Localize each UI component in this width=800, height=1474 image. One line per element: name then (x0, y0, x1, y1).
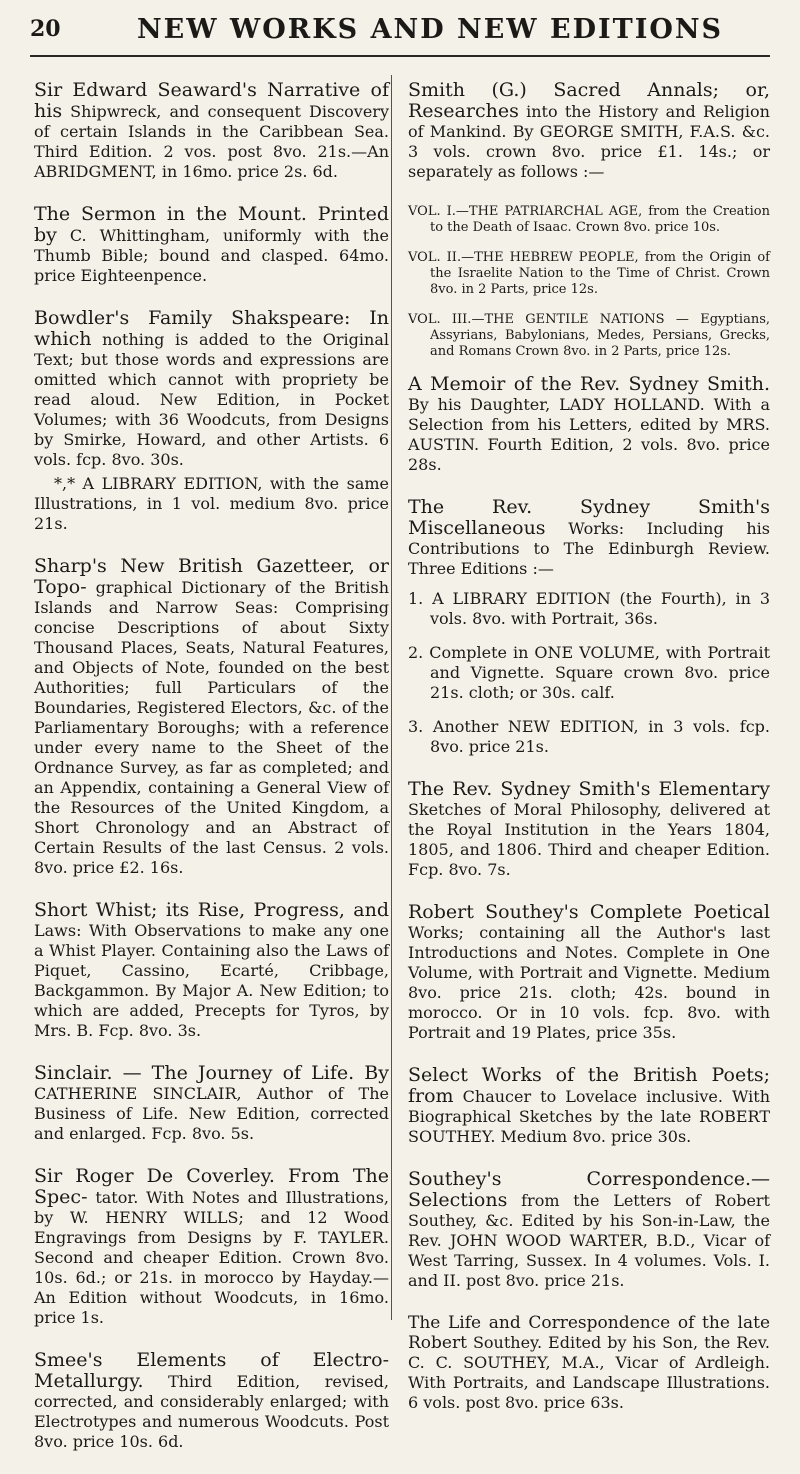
entry-title: Sir Roger De Coverley. From The Spec- (34, 1165, 389, 1208)
entry-title: Sinclair. — The Journey of Life. By (34, 1062, 389, 1084)
entry-text: tator. With Notes and Illustrations, by W. HENRY WILLS; and 12 Wood Engravings from Designs by F. TAYLER. Second and cheaper Edition. Crown 8vo. 10s. 6d.; or 21s. in morocco by Hayday.—An Edition without Woodcuts, in 16mo. price 1s. (34, 1188, 389, 1327)
entry-title: The Rev. Sydney Smith's Elementary (408, 778, 770, 800)
entry-text: Works; containing all the Author's last Introductions and Notes. Complete in One Volume, with Portrait and Vignette. Medium 8vo. price 21s. cloth; 42s. bound in morocco. Or in 10 vols. fcp. 8vo. with Portrait and 19 Plates, price 35s. (408, 923, 770, 1042)
edition-item: 3. Another NEW EDITION, in 3 vols. fcp. 8vo. price 21s. (408, 717, 770, 756)
volume-item: VOL. III.—THE GENTILE NATIONS — Egyptians, Assyrians, Babylonians, Medes, Persians, Grecks, and Romans Crown 8vo. in 2 Parts, price 12s. (408, 312, 770, 359)
entry-title: A Memoir of the Rev. Sydney Smith. (408, 373, 770, 395)
entry-title: The Sermon in the Mount. Printed by (34, 203, 389, 246)
entry-text: Shipwreck, and consequent Discovery of certain Islands in the Caribbean Sea. Third Edition. 2 vos. post 8vo. 21s.—An ABRIDGMENT, in 16mo. price 2s. 6d. (34, 102, 389, 181)
right-column (408, 80, 770, 1435)
volume-item: VOL. II.—THE HEBREW PEOPLE, from the Origin of the Israelite Nation to the Time of Christ. Crown 8vo. in 2 Parts, price 12s. (408, 250, 770, 297)
entry-title: The Life and Correspondence of the late Robert (408, 1313, 770, 1353)
entry-southey-poetical (408, 902, 770, 1043)
entry-title: Sharp's New British Gazetteer, or Topo- (34, 555, 389, 598)
entry-text: Southey. Edited by his Son, the Rev. C. C. SOUTHEY, M.A., Vicar of Ardleigh. With Portraits, and Landscape Illustrations. 6 vols. post 8vo. price 63s. (408, 1333, 771, 1412)
entry-miscellaneous (408, 497, 770, 579)
entry-text: graphical Dictionary of the British Islands and Narrow Seas: Comprising concise Descriptions of about Sixty Thousand Places, Seats, Natural Features, and Objects of Note, founded on the best Authorities; full Particulars of the Boundaries, Registered Electors, &c. of the Parliamentary Boroughs; with a reference under every name to the Sheet of the Ordnance Survey, as far as completed; and an Appendix, containing a General View of the Resources of the United Kingdom, a Short Chronology and an Abstract of Certain Results of the last Census. 2 vols. 8vo. price £2. 16s. (34, 578, 389, 877)
entry-title: Bowdler's Family Shakspeare: In which (34, 307, 389, 350)
entry-title: The Rev. Sydney Smith's Miscellaneous (408, 496, 770, 539)
edition-item: 1. A LIBRARY EDITION (the Fourth), in 3 vols. 8vo. with Portrait, 36s. (408, 589, 770, 628)
edition-item: 2. Complete in ONE VOLUME, with Portrait and Vignette. Square crown 8vo. price 21s. cloth; or 30s. calf. (408, 643, 770, 702)
entry-title: Robert Southey's Complete Poetical (408, 901, 770, 923)
entry-seaward (34, 80, 389, 182)
column-divider (391, 75, 392, 1320)
entry-title: Select Works of the British Poets; from (408, 1064, 770, 1107)
left-column (34, 80, 389, 1474)
entry-text: C. Whittingham, uniformly with the Thumb Bible; bound and clasped. 64mo. price Eighteenpence. (34, 226, 389, 285)
running-head: NEW WORKS AND NEW EDITIONS (136, 14, 724, 45)
volume-item: VOL. I.—THE PATRIARCHAL AGE, from the Creation to the Death of Isaac. Crown 8vo. price 10s. (408, 204, 770, 235)
entry-sharp (34, 556, 389, 878)
entry-text: Chaucer to Lovelace inclusive. With Biographical Sketches by the late ROBERT SOUTHEY. Medium 8vo. price 30s. (408, 1087, 770, 1146)
entry-title: Short Whist; its Rise, Progress, and (34, 899, 389, 921)
entry-southey-correspondence (408, 1169, 770, 1291)
entry-british-poets (408, 1065, 770, 1147)
entry-text: By his Daughter, LADY HOLLAND. With a Selection from his Letters, edited by MRS. AUSTIN. Fourth Edition, 2 vols. 8vo. price 28s. (408, 395, 770, 474)
entry-text: Laws: With Observations to make any one a Whist Player. Containing also the Laws of Piquet, Cassino, Ecarté, Cribbage, Backgammon. By Major A. New Edition; to which are added, Precepts for Tyros, by Mrs. B. Fcp. 8vo. 3s. (34, 921, 389, 1040)
entry-text: into the History and Religion of Mankind. By GEORGE SMITH, F.A.S. &c. 3 vols. crown 8vo. price £1. 14s.; or separately as follows :— (408, 102, 770, 181)
entry-title: Southey's Correspondence.—Selections (408, 1168, 770, 1211)
page-number: 20 (30, 16, 61, 42)
entry-coverley (34, 1166, 389, 1328)
entry-smith-annals (408, 80, 770, 182)
entry-smee (34, 1350, 389, 1452)
entry-elementary (408, 779, 770, 880)
entry-southey-life (408, 1313, 770, 1413)
entry-title: Smee's Elements of Electro-Metallurgy. (34, 1349, 389, 1392)
entry-title: Smith (G.) Sacred Annals; or, Researches (408, 79, 770, 122)
entry-text: Sketches of Moral Philosophy, delivered at the Royal Institution in the Years 1804, 1805, and 1806. Third and cheaper Edition. Fcp. 8vo. 7s. (408, 800, 770, 879)
entry-text: nothing is added to the Original Text; but those words and expressions are omitted which cannot with propriety be read aloud. New Edition, in Pocket Volumes; with 36 Woodcuts, from Designs by Smirke, Howard, and other Artists. 6 vols. fcp. 8vo. 30s. (34, 330, 389, 469)
entry-text: Works: Including his Contributions to The Edinburgh Review. Three Editions :— (408, 519, 770, 578)
entry-text: CATHERINE SINCLAIR, Author of The Business of Life. New Edition, corrected and enlarged. Fcp. 8vo. 5s. (34, 1084, 389, 1143)
entry-title: Sir Edward Seaward's Narrative of his (34, 79, 389, 122)
entry-sinclair (34, 1063, 389, 1144)
page-header (30, 14, 770, 50)
entry-note: *,* A LIBRARY EDITION, with the same Illustrations, in 1 vol. medium 8vo. price 21s. (34, 474, 389, 533)
entry-memoir (408, 374, 770, 475)
entry-text: Third Edition, revised, corrected, and considerably enlarged; with Electrotypes and numerous Woodcuts. Post 8vo. price 10s. 6d. (34, 1372, 389, 1451)
entry-bowdler (34, 308, 389, 534)
entry-whist (34, 900, 389, 1041)
entry-text: from the Letters of Robert Southey, &c. Edited by his Son-in-Law, the Rev. JOHN WOOD WARTER, B.D., Vicar of West Tarring, Sussex. In 4 volumes. Vols. I. and II. post 8vo. price 21s. (408, 1191, 770, 1290)
entry-sermon (34, 204, 389, 286)
header-rule (30, 55, 770, 57)
